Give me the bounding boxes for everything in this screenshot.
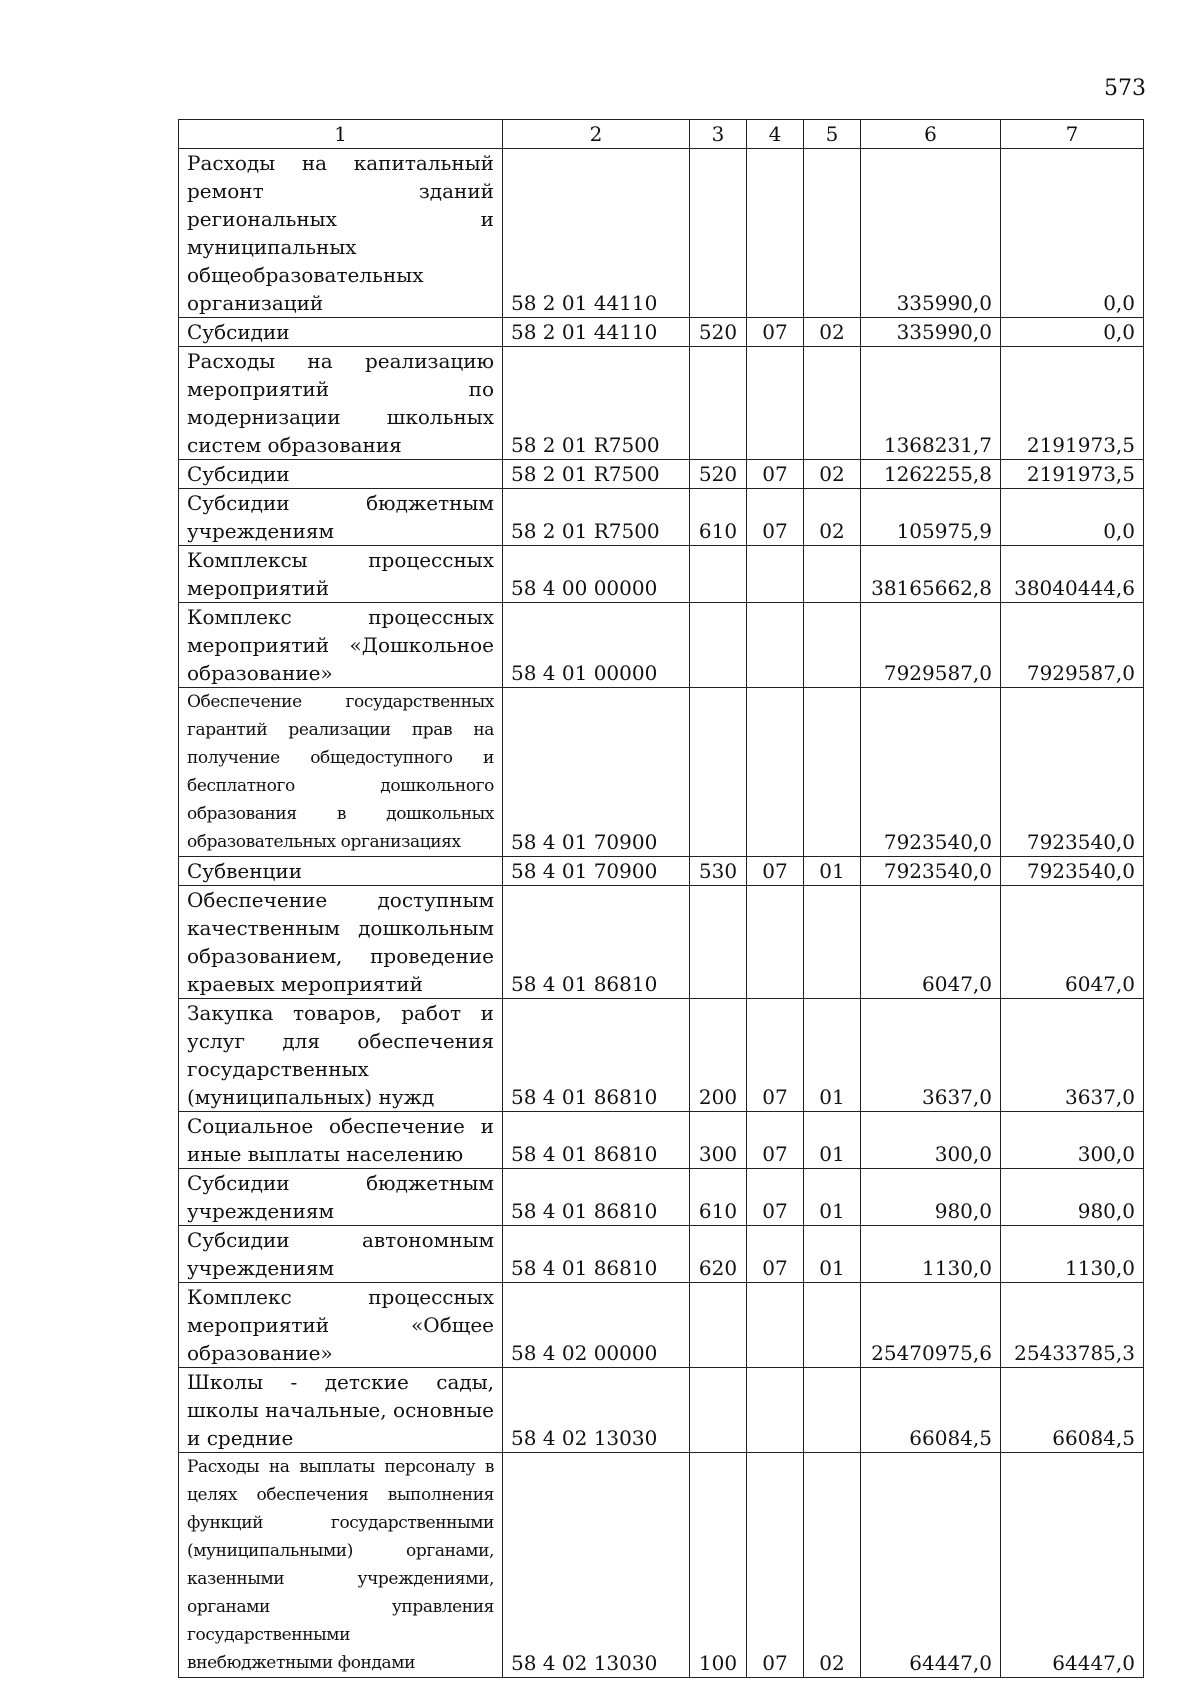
row-col5: 01 (804, 1169, 861, 1226)
row-name: Обеспечение государственных гарантий реализации прав на получение общедоступного и бесплатного дошкольного образования в дошкольных образовательных организациях (179, 688, 503, 857)
row-col4 (747, 546, 804, 603)
row-col4: 07 (747, 1453, 804, 1678)
column-header: 2 (503, 120, 690, 149)
row-col4: 07 (747, 857, 804, 886)
row-col7: 2191973,5 (1001, 347, 1144, 460)
row-col5: 02 (804, 1453, 861, 1678)
column-header: 6 (861, 120, 1001, 149)
row-name: Комплексы процессных мероприятий (179, 546, 503, 603)
row-code: 58 4 02 13030 (503, 1368, 690, 1453)
row-col5: 02 (804, 318, 861, 347)
row-code: 58 2 01 R7500 (503, 489, 690, 546)
row-col7: 2191973,5 (1001, 460, 1144, 489)
row-col6: 25470975,6 (861, 1283, 1001, 1368)
row-col3: 610 (690, 1169, 747, 1226)
row-name: Расходы на реализацию мероприятий по модернизации школьных систем образования (179, 347, 503, 460)
page-number: 573 (1104, 76, 1146, 101)
row-code: 58 2 01 R7500 (503, 460, 690, 489)
table-row (179, 347, 1144, 460)
table-row (179, 999, 1144, 1112)
row-col7: 25433785,3 (1001, 1283, 1144, 1368)
row-col6: 3637,0 (861, 999, 1001, 1112)
row-col7: 0,0 (1001, 318, 1144, 347)
row-col3 (690, 1368, 747, 1453)
table-row (179, 1169, 1144, 1226)
row-col5: 02 (804, 489, 861, 546)
row-col6: 66084,5 (861, 1368, 1001, 1453)
row-code: 58 4 01 70900 (503, 857, 690, 886)
column-header: 5 (804, 120, 861, 149)
row-col3: 300 (690, 1112, 747, 1169)
row-code: 58 2 01 44110 (503, 318, 690, 347)
row-col6: 105975,9 (861, 489, 1001, 546)
row-col4 (747, 1368, 804, 1453)
row-col4: 07 (747, 460, 804, 489)
row-col5 (804, 1368, 861, 1453)
table-row (179, 886, 1144, 999)
row-code: 58 4 01 86810 (503, 886, 690, 999)
row-col5 (804, 347, 861, 460)
budget-table (178, 119, 1144, 1678)
row-col3 (690, 886, 747, 999)
row-col6: 335990,0 (861, 149, 1001, 318)
row-name: Субсидии (179, 318, 503, 347)
row-col3: 100 (690, 1453, 747, 1678)
row-name: Субсидии бюджетным учреждениям (179, 489, 503, 546)
row-name: Обеспечение доступным качественным дошкольным образованием, проведение краевых мероприятий (179, 886, 503, 999)
row-col4 (747, 688, 804, 857)
row-name: Комплекс процессных мероприятий «Общее образование» (179, 1283, 503, 1368)
row-col6: 64447,0 (861, 1453, 1001, 1678)
row-col7: 980,0 (1001, 1169, 1144, 1226)
table-row (179, 1368, 1144, 1453)
row-col3 (690, 149, 747, 318)
row-code: 58 4 01 86810 (503, 1169, 690, 1226)
row-col6: 7923540,0 (861, 857, 1001, 886)
row-name: Субсидии бюджетным учреждениям (179, 1169, 503, 1226)
table-row (179, 460, 1144, 489)
row-col3: 200 (690, 999, 747, 1112)
row-col3: 620 (690, 1226, 747, 1283)
row-col5: 01 (804, 1226, 861, 1283)
header-row (179, 120, 1144, 149)
row-col5: 01 (804, 857, 861, 886)
row-name: Расходы на выплаты персоналу в целях обеспечения выполнения функций государственными (муниципальными) органами, казенными учреждениями, органами управления государственными внебюджетными фондами (179, 1453, 503, 1678)
row-col5 (804, 886, 861, 999)
row-col7: 7929587,0 (1001, 603, 1144, 688)
table-row (179, 1226, 1144, 1283)
row-col3 (690, 603, 747, 688)
row-col7: 38040444,6 (1001, 546, 1144, 603)
row-col6: 7929587,0 (861, 603, 1001, 688)
row-col4 (747, 149, 804, 318)
table-row (179, 1283, 1144, 1368)
row-col4: 07 (747, 1226, 804, 1283)
row-col3: 610 (690, 489, 747, 546)
table-row (179, 546, 1144, 603)
row-code: 58 4 01 86810 (503, 1112, 690, 1169)
row-code: 58 4 01 86810 (503, 999, 690, 1112)
row-name: Школы - детские сады, школы начальные, основные и средние (179, 1368, 503, 1453)
row-name: Расходы на капитальный ремонт зданий региональных и муниципальных общеобразовательных организаций (179, 149, 503, 318)
row-col6: 1130,0 (861, 1226, 1001, 1283)
table-row (179, 1112, 1144, 1169)
table-row (179, 857, 1144, 886)
row-col6: 7923540,0 (861, 688, 1001, 857)
row-name: Социальное обеспечение и иные выплаты населению (179, 1112, 503, 1169)
row-col3 (690, 1283, 747, 1368)
row-name: Комплекс процессных мероприятий «Дошкольное образование» (179, 603, 503, 688)
row-col5: 01 (804, 1112, 861, 1169)
row-name: Субсидии автономным учреждениям (179, 1226, 503, 1283)
row-col5 (804, 603, 861, 688)
row-col3 (690, 688, 747, 857)
row-col7: 6047,0 (1001, 886, 1144, 999)
row-col3: 530 (690, 857, 747, 886)
row-col7: 0,0 (1001, 489, 1144, 546)
column-header: 7 (1001, 120, 1144, 149)
table-row (179, 688, 1144, 857)
table-row (179, 318, 1144, 347)
row-col4 (747, 1283, 804, 1368)
row-name: Закупка товаров, работ и услуг для обеспечения государственных (муниципальных) нужд (179, 999, 503, 1112)
row-col5: 02 (804, 460, 861, 489)
row-col7: 7923540,0 (1001, 857, 1144, 886)
row-name: Субвенции (179, 857, 503, 886)
row-code: 58 4 01 86810 (503, 1226, 690, 1283)
row-col3 (690, 546, 747, 603)
row-col4: 07 (747, 489, 804, 546)
row-col5 (804, 546, 861, 603)
row-code: 58 4 02 00000 (503, 1283, 690, 1368)
row-col7: 64447,0 (1001, 1453, 1144, 1678)
row-col3: 520 (690, 318, 747, 347)
row-col5 (804, 149, 861, 318)
row-col4: 07 (747, 1112, 804, 1169)
row-col7: 1130,0 (1001, 1226, 1144, 1283)
row-col6: 6047,0 (861, 886, 1001, 999)
row-col6: 1262255,8 (861, 460, 1001, 489)
row-col7: 7923540,0 (1001, 688, 1144, 857)
table-row (179, 1453, 1144, 1678)
row-col3: 520 (690, 460, 747, 489)
row-name: Субсидии (179, 460, 503, 489)
row-col4 (747, 603, 804, 688)
row-code: 58 4 01 70900 (503, 688, 690, 857)
column-header: 1 (179, 120, 503, 149)
row-col4: 07 (747, 318, 804, 347)
row-code: 58 4 01 00000 (503, 603, 690, 688)
row-col7: 0,0 (1001, 149, 1144, 318)
row-code: 58 2 01 44110 (503, 149, 690, 318)
row-col6: 300,0 (861, 1112, 1001, 1169)
row-col7: 3637,0 (1001, 999, 1144, 1112)
column-header: 3 (690, 120, 747, 149)
row-code: 58 4 00 00000 (503, 546, 690, 603)
row-col6: 980,0 (861, 1169, 1001, 1226)
row-code: 58 4 02 13030 (503, 1453, 690, 1678)
row-code: 58 2 01 R7500 (503, 347, 690, 460)
row-col5 (804, 1283, 861, 1368)
row-col4: 07 (747, 1169, 804, 1226)
table-row (179, 603, 1144, 688)
row-col6: 1368231,7 (861, 347, 1001, 460)
row-col6: 38165662,8 (861, 546, 1001, 603)
row-col7: 66084,5 (1001, 1368, 1144, 1453)
table-row (179, 149, 1144, 318)
row-col5: 01 (804, 999, 861, 1112)
row-col7: 300,0 (1001, 1112, 1144, 1169)
row-col4 (747, 347, 804, 460)
column-header: 4 (747, 120, 804, 149)
row-col6: 335990,0 (861, 318, 1001, 347)
row-col4 (747, 886, 804, 999)
table-row (179, 489, 1144, 546)
row-col3 (690, 347, 747, 460)
row-col5 (804, 688, 861, 857)
row-col4: 07 (747, 999, 804, 1112)
